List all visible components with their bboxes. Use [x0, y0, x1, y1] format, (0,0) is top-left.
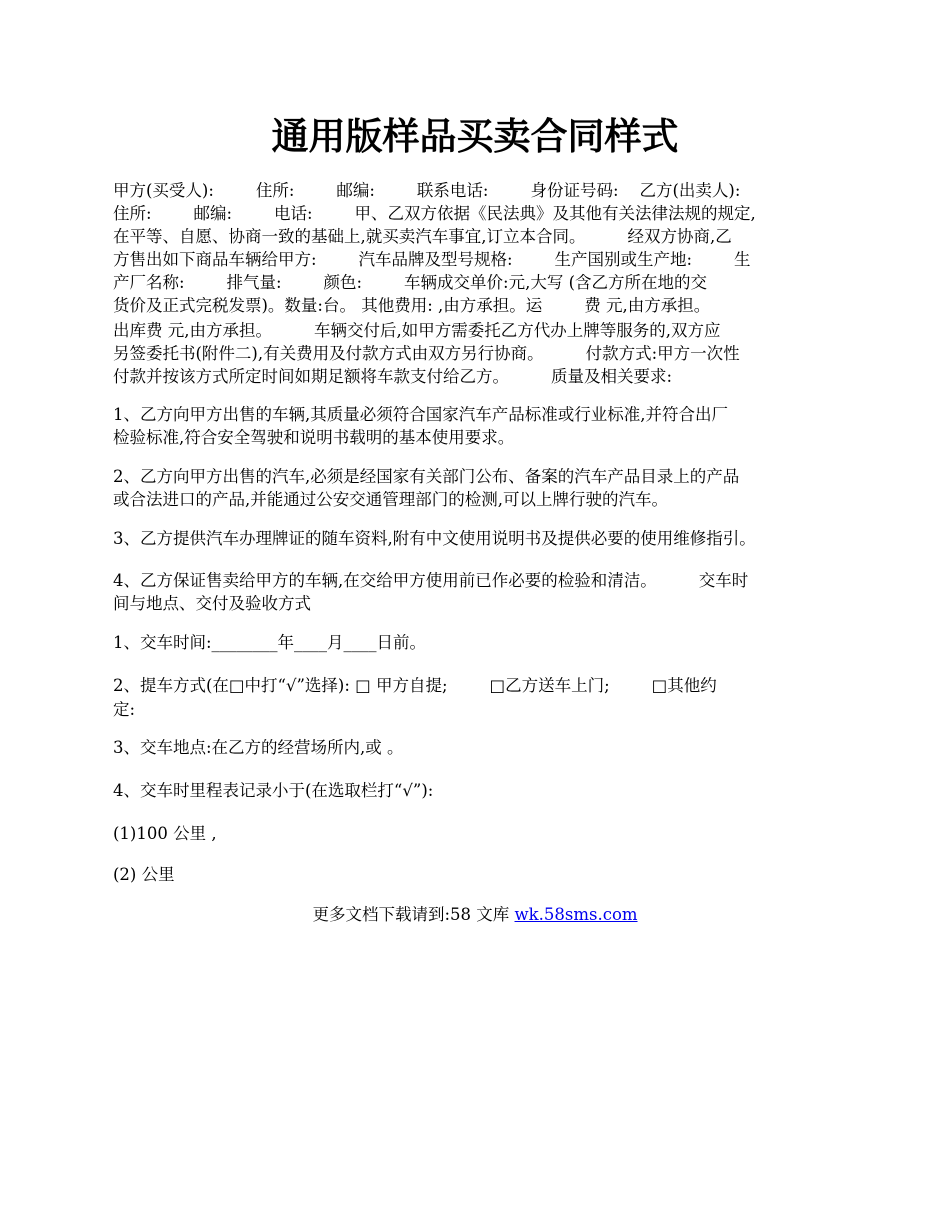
intro-line: 住所: 邮编: 电话: 甲、乙双方依据《民法典》及其他有关法律法规的规定, — [113, 204, 756, 223]
mileage-option-1: (1)100 公里 , — [113, 824, 217, 843]
quality-item-4-line-1: 4、乙方保证售卖给甲方的车辆,在交给甲方使用前已作必要的检验和清洁。 交车时 — [113, 571, 749, 590]
quality-item-1-line-1: 1、乙方向甲方出售的车辆,其质量必须符合国家汽车产品标准或行业标准,并符合出厂 — [113, 405, 728, 424]
quality-item-4-line-2: 间与地点、交付及验收方式 — [113, 594, 311, 613]
intro-line: 甲方(买受人): 住所: 邮编: 联系电话: 身份证号码: 乙方(出卖人): — [113, 181, 741, 200]
mileage-option-2: (2) 公里 — [113, 865, 175, 884]
intro-line: 出库费 元,由方承担。 车辆交付后,如甲方需委托乙方代办上牌等服务的,双方应 — [113, 321, 721, 340]
delivery-item-3-line-1: 3、交车地点:在乙方的经营场所内,或 。 — [113, 738, 404, 757]
footer-text: 更多文档下载请到:58 文库 — [312, 905, 515, 924]
delivery-item-4-line-1: 4、交车时里程表记录小于(在选取栏打“√”): — [113, 781, 434, 800]
intro-line: 另签委托书(附件二),有关费用及付款方式由双方另行协商。 付款方式:甲方一次性 — [113, 344, 740, 363]
intro-line: 货价及正式完税发票)。数量:台。 其他费用: ,由方承担。运 费 元,由方承担。 — [113, 296, 711, 315]
quality-item-2-line-2: 或合法进口的产品,并能通过公安交通管理部门的检测,可以上牌行驶的汽车。 — [113, 490, 668, 509]
intro-line: 方售出如下商品车辆给甲方: 汽车品牌及型号规格: 生产国别或生产地: 生 — [113, 250, 751, 269]
intro-line: 产厂名称: 排气量: 颜色: 车辆成交单价:元,大写 (含乙方所在地的交 — [113, 273, 708, 292]
intro-line: 在平等、自愿、协商一致的基础上,就买卖汽车事宜,订立本合同。 经双方协商,乙 — [113, 227, 732, 246]
footer — [0, 903, 950, 927]
intro-line: 付款并按该方式所定时间如期足额将车款支付给乙方。 质量及相关要求: — [113, 367, 673, 386]
document-title: 通用版样品买卖合同样式 — [271, 114, 679, 158]
quality-item-1-line-2: 检验标准,符合安全驾驶和说明书载明的基本使用要求。 — [113, 428, 515, 447]
delivery-item-2-line-1: 2、提车方式(在□中打“√”选择): □ 甲方自提; □乙方送车上门; □其他约 — [113, 676, 717, 695]
delivery-item-2-line-2: 定: — [113, 700, 136, 719]
quality-item-3-line-1: 3、乙方提供汽车办理牌证的随车资料,附有中文使用说明书及提供必要的使用维修指引。 — [113, 529, 756, 548]
footer-link[interactable]: wk.58sms.com — [514, 905, 638, 924]
delivery-item-1-line-1: 1、交车时间:________年____月____日前。 — [113, 633, 427, 652]
quality-item-2-line-1: 2、乙方向甲方出售的汽车,必须是经国家有关部门公布、备案的汽车产品目录上的产品 — [113, 467, 740, 486]
